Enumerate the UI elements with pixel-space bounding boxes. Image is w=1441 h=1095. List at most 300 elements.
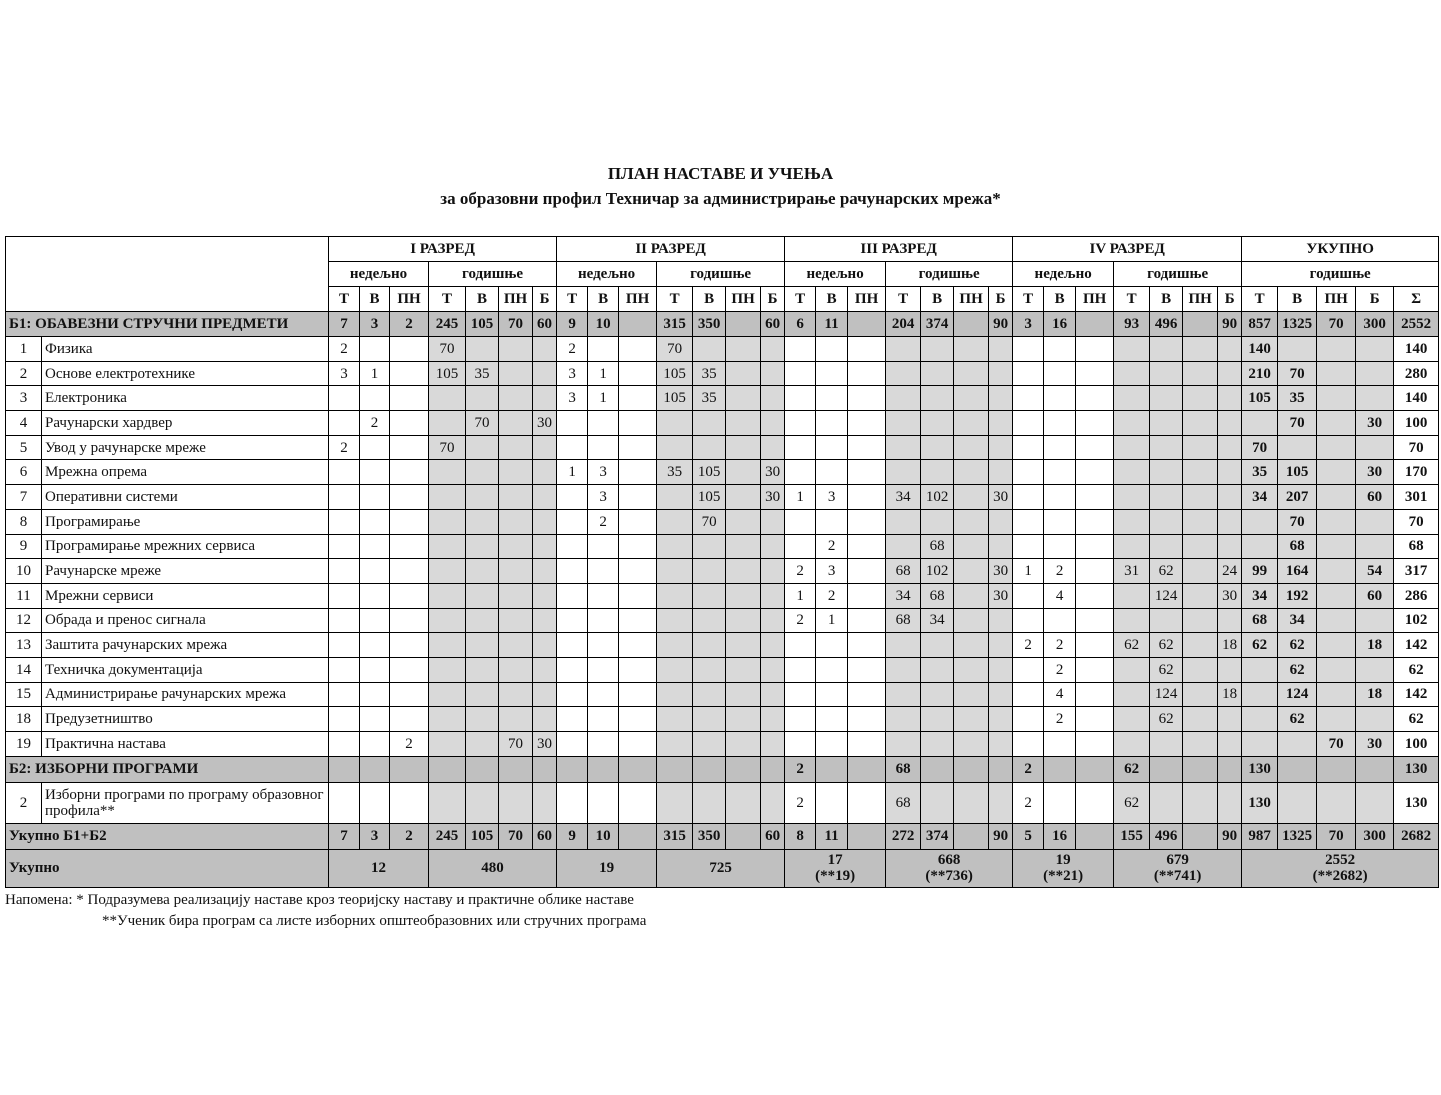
value-cell [954,435,989,460]
row-number: 5 [6,435,42,460]
value-cell: 70 [1242,435,1278,460]
value-cell: 3 [557,361,588,386]
value-cell [657,534,693,559]
value-cell: 102 [1394,608,1439,633]
value-cell [989,337,1013,362]
value-cell [1218,534,1242,559]
value-cell [886,337,921,362]
value-cell [693,411,726,436]
value-cell [657,657,693,682]
value-cell: 155 [1114,823,1150,849]
value-cell: 105 [466,823,499,849]
value-cell [1183,534,1218,559]
yearly-header: годишње [657,262,785,287]
value-cell [726,823,761,849]
value-cell [390,361,429,386]
row-number: 18 [6,707,42,732]
value-cell [1356,707,1394,732]
value-cell: 30 [1218,583,1242,608]
value-cell [989,534,1013,559]
type-header: ПН [1076,287,1114,312]
type-header: В [921,287,954,312]
value-cell [921,682,954,707]
subject-name: Програмирање мрежних сервиса [42,534,329,559]
value-cell [1183,312,1218,337]
value-cell [390,337,429,362]
value-cell [466,682,499,707]
value-cell [954,608,989,633]
value-cell: 3 [588,460,619,485]
value-cell: 34 [886,485,921,510]
value-cell [657,485,693,510]
subject-name: Изборни програми по програму образовног профила** [42,782,329,823]
grand-total-value: 668 (**736) [886,849,1013,887]
value-cell: 30 [533,411,557,436]
value-cell [816,782,848,823]
value-cell [1150,732,1183,757]
value-cell [1150,782,1183,823]
value-cell [954,460,989,485]
value-cell: 124 [1150,583,1183,608]
value-cell: 62 [1278,633,1317,658]
value-cell [657,559,693,584]
value-cell [499,756,533,782]
value-cell [1076,782,1114,823]
value-cell [1242,509,1278,534]
value-cell: 18 [1218,633,1242,658]
type-header: ПН [390,287,429,312]
value-cell [619,732,657,757]
value-cell [1218,782,1242,823]
value-cell: 100 [1394,732,1439,757]
value-cell [1183,386,1218,411]
value-cell [954,823,989,849]
value-cell: 5 [1013,823,1044,849]
value-cell [1242,732,1278,757]
value-cell [989,707,1013,732]
value-cell [1183,707,1218,732]
value-cell [1044,460,1076,485]
value-cell [989,411,1013,436]
subject-name: Заштита рачунарских мрежа [42,633,329,658]
value-cell [761,435,785,460]
value-cell [816,756,848,782]
value-cell [1278,435,1317,460]
value-cell [1013,411,1044,436]
value-cell [1317,583,1356,608]
value-cell [329,485,360,510]
value-cell [848,435,886,460]
value-cell [1114,435,1150,460]
value-cell: 105 [1278,460,1317,485]
value-cell [360,608,390,633]
value-cell [1076,337,1114,362]
value-cell [1076,509,1114,534]
value-cell [848,682,886,707]
row-number: 2 [6,782,42,823]
value-cell [1218,707,1242,732]
value-cell: 2 [1044,633,1076,658]
value-cell [848,608,886,633]
value-cell [989,361,1013,386]
value-cell [921,782,954,823]
type-header: Т [1114,287,1150,312]
value-cell [466,608,499,633]
value-cell [761,633,785,658]
value-cell [785,534,816,559]
value-cell [921,707,954,732]
value-cell [1076,312,1114,337]
value-cell [533,608,557,633]
value-cell [726,485,761,510]
table-row [6,485,1439,510]
value-cell: 34 [921,608,954,633]
value-cell [1076,435,1114,460]
value-cell [1356,657,1394,682]
value-cell: 207 [1278,485,1317,510]
value-cell [785,411,816,436]
value-cell: 30 [1356,732,1394,757]
value-cell: 30 [761,460,785,485]
value-cell [785,657,816,682]
value-cell [954,682,989,707]
value-cell [989,633,1013,658]
value-cell [657,756,693,782]
value-cell: 30 [533,732,557,757]
value-cell [588,707,619,732]
value-cell [533,782,557,823]
type-header: Т [557,287,588,312]
value-cell [989,732,1013,757]
value-cell [693,756,726,782]
value-cell [816,707,848,732]
value-cell: 2 [1013,633,1044,658]
value-cell: 2 [1044,559,1076,584]
value-cell: 3 [360,312,390,337]
value-cell: 374 [921,823,954,849]
value-cell [1278,756,1317,782]
type-header: В [1044,287,1076,312]
type-header: В [1150,287,1183,312]
value-cell [557,782,588,823]
value-cell: 2 [329,337,360,362]
value-cell [588,559,619,584]
value-cell [588,534,619,559]
value-cell [1150,460,1183,485]
value-cell [693,337,726,362]
value-cell: 350 [693,312,726,337]
value-cell [390,707,429,732]
value-cell [429,559,466,584]
value-cell [499,583,533,608]
value-cell [466,509,499,534]
value-cell: 105 [429,361,466,386]
grand-total-value: 2552 (**2682) [1242,849,1439,887]
subject-name: Физика [42,337,329,362]
value-cell: 62 [1150,633,1183,658]
subject-name: Мрежна опрема [42,460,329,485]
total-header: УКУПНО [1242,237,1439,262]
value-cell: 3 [588,485,619,510]
value-cell [499,509,533,534]
value-cell [1278,782,1317,823]
value-cell: 2682 [1394,823,1439,849]
value-cell: 30 [989,485,1013,510]
value-cell [1183,657,1218,682]
value-cell [533,435,557,460]
value-cell: 35 [466,361,499,386]
value-cell: 31 [1114,559,1150,584]
value-cell [954,312,989,337]
value-cell [360,707,390,732]
subject-name: Мрежни сервиси [42,583,329,608]
value-cell: 1 [785,485,816,510]
value-cell [1317,386,1356,411]
value-cell [848,534,886,559]
value-cell [726,583,761,608]
grade-header: IV РАЗРЕД [1013,237,1242,262]
value-cell [1356,361,1394,386]
value-cell [761,583,785,608]
value-cell [499,559,533,584]
value-cell [693,608,726,633]
value-cell: 68 [886,608,921,633]
value-cell [921,756,954,782]
row-number: 15 [6,682,42,707]
value-cell: 1325 [1278,312,1317,337]
value-cell [619,411,657,436]
value-cell: 140 [1394,386,1439,411]
value-cell: 300 [1356,823,1394,849]
type-header: В [1278,287,1317,312]
value-cell [1114,337,1150,362]
value-cell: 1 [557,460,588,485]
value-cell: 62 [1278,657,1317,682]
value-cell [1114,534,1150,559]
value-cell [1218,509,1242,534]
value-cell [1317,633,1356,658]
value-cell [557,682,588,707]
type-header: ПН [954,287,989,312]
value-cell [726,411,761,436]
value-cell [1218,337,1242,362]
value-cell: 6 [785,312,816,337]
row-number: 8 [6,509,42,534]
value-cell: 70 [1317,312,1356,337]
type-header: Б [1356,287,1394,312]
value-cell [1317,756,1356,782]
value-cell [1317,707,1356,732]
value-cell [1317,411,1356,436]
value-cell [761,411,785,436]
type-header: Т [785,287,816,312]
value-cell [1114,608,1150,633]
value-cell [886,435,921,460]
value-cell [848,509,886,534]
value-cell: 10 [588,312,619,337]
row-number: 4 [6,411,42,436]
value-cell [785,633,816,658]
value-cell: 2 [329,435,360,460]
table-row [6,707,1439,732]
value-cell [816,337,848,362]
value-cell [1013,361,1044,386]
value-cell [954,782,989,823]
value-cell [466,559,499,584]
value-cell: 35 [1242,460,1278,485]
value-cell [1356,435,1394,460]
grand-total-value: 725 [657,849,785,887]
value-cell: 68 [1278,534,1317,559]
value-cell [390,460,429,485]
value-cell [619,559,657,584]
value-cell [429,386,466,411]
value-cell [1218,756,1242,782]
type-header: В [466,287,499,312]
value-cell: 35 [1278,386,1317,411]
type-header: Б [989,287,1013,312]
section-label: Б1: ОБАВЕЗНИ СТРУЧНИ ПРЕДМЕТИ [6,312,329,337]
value-cell [429,682,466,707]
value-cell [466,460,499,485]
value-cell [619,485,657,510]
value-cell [886,460,921,485]
value-cell [329,657,360,682]
value-cell: 60 [533,312,557,337]
value-cell [1183,411,1218,436]
value-cell [1114,732,1150,757]
value-cell [390,485,429,510]
value-cell [557,657,588,682]
value-cell [954,386,989,411]
value-cell [329,707,360,732]
value-cell [693,559,726,584]
value-cell: 124 [1150,682,1183,707]
note-line-2: **Ученик бира програм са листе изборних општеобразовних или стручних програма [102,913,647,929]
value-cell [1183,633,1218,658]
value-cell: 2 [360,411,390,436]
value-cell [360,732,390,757]
value-cell [588,657,619,682]
value-cell [1114,707,1150,732]
row-number: 2 [6,361,42,386]
value-cell: 18 [1218,682,1242,707]
weekly-header: недељно [557,262,657,287]
value-cell [588,732,619,757]
value-cell [886,732,921,757]
value-cell: 210 [1242,361,1278,386]
value-cell: 30 [761,485,785,510]
value-cell [1317,485,1356,510]
value-cell: 1 [1013,559,1044,584]
value-cell [726,682,761,707]
value-cell [848,782,886,823]
value-cell [848,707,886,732]
value-cell: 70 [1278,411,1317,436]
value-cell: 4 [1044,583,1076,608]
value-cell: 7 [329,312,360,337]
value-cell: 16 [1044,312,1076,337]
value-cell: 1 [816,608,848,633]
value-cell [429,485,466,510]
value-cell: 105 [693,485,726,510]
value-cell: 3 [360,823,390,849]
weekly-header: недељно [329,262,429,287]
notes [5,890,646,932]
row-number: 19 [6,732,42,757]
value-cell [1044,361,1076,386]
value-cell: 30 [1356,411,1394,436]
value-cell: 62 [1150,559,1183,584]
value-cell [989,657,1013,682]
value-cell [816,435,848,460]
value-cell [1183,361,1218,386]
value-cell: 2 [785,782,816,823]
value-cell [1183,583,1218,608]
value-cell [1044,435,1076,460]
value-cell: 140 [1394,337,1439,362]
value-cell [693,583,726,608]
value-cell [921,732,954,757]
value-cell [785,707,816,732]
value-cell: 90 [1218,823,1242,849]
table-row [6,633,1439,658]
value-cell: 70 [1278,509,1317,534]
value-cell [761,657,785,682]
value-cell: 11 [816,823,848,849]
value-cell [360,386,390,411]
table-row-b2 [6,782,1439,823]
header-row-grades [6,237,1439,262]
value-cell [1076,583,1114,608]
value-cell [1317,361,1356,386]
value-cell: 3 [816,559,848,584]
value-cell: 11 [816,312,848,337]
value-cell: 300 [1356,312,1394,337]
value-cell [848,411,886,436]
value-cell [785,435,816,460]
value-cell [619,361,657,386]
value-cell: 54 [1356,559,1394,584]
value-cell: 62 [1242,633,1278,658]
grade-header: I РАЗРЕД [329,237,557,262]
type-header: Б [761,287,785,312]
value-cell [390,633,429,658]
value-cell [390,435,429,460]
value-cell [1317,782,1356,823]
value-cell [499,435,533,460]
section-label: Б2: ИЗБОРНИ ПРОГРАМИ [6,756,329,782]
value-cell [1013,534,1044,559]
value-cell: 1325 [1278,823,1317,849]
value-cell [557,435,588,460]
value-cell [1218,732,1242,757]
value-cell [693,732,726,757]
value-cell [816,682,848,707]
value-cell: 280 [1394,361,1439,386]
value-cell [848,732,886,757]
subject-name: Електроника [42,386,329,411]
value-cell [954,534,989,559]
value-cell [499,534,533,559]
value-cell: 70 [693,509,726,534]
value-cell: 34 [1242,485,1278,510]
value-cell [429,460,466,485]
grand-total-value: 480 [429,849,557,887]
value-cell [533,633,557,658]
value-cell [329,386,360,411]
value-cell [466,386,499,411]
